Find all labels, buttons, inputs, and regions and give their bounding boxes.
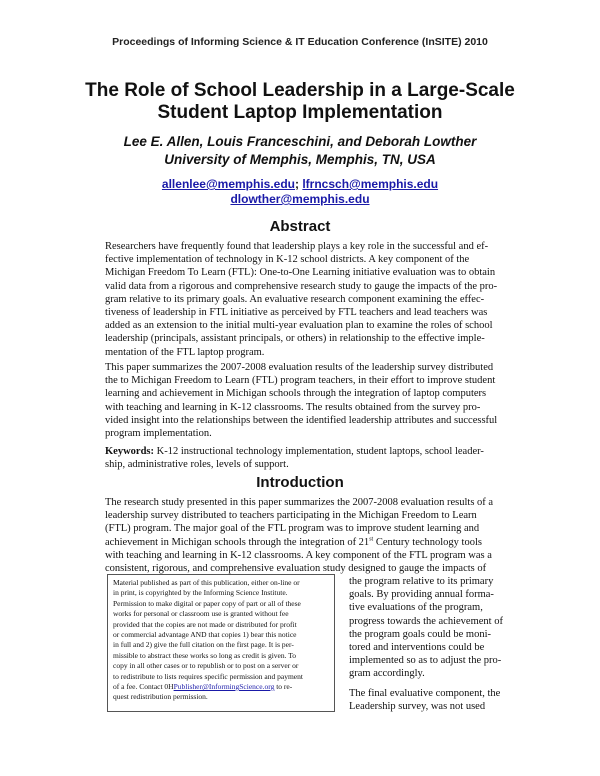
text-line: with teaching and learning in K-12 classrooms. The results obtained from the survey pro- [105, 401, 481, 413]
email-separator: ; [295, 177, 299, 191]
affiliation: University of Memphis, Memphis, TN, USA [164, 152, 436, 167]
text-line: to re- [274, 682, 293, 692]
text-line: to redistribute to lists requires specific permission and payment [113, 671, 303, 681]
text-line: learning and achievement in Michigan schools through the integration of laptop computers [105, 388, 487, 400]
title-line: The Role of School Leadership in a Large-Scale [85, 80, 515, 101]
text-line: The final evaluative component, the [349, 688, 501, 699]
text-line: implemented so as to adjust the pro- [349, 655, 502, 667]
text-line: tive evaluations of the program, [349, 602, 483, 614]
text-line: consistent, rigorous, and comprehensive evaluation study designed to gauge the impacts of [105, 563, 487, 575]
text-line: or commercial advantage AND that copies 1) bear this notice [113, 630, 297, 640]
text-line: progress towards the achievement of [349, 615, 503, 627]
text-line: gram relative to its primary goals. An evaluative research component examining the effec- [105, 293, 485, 305]
text-line: vided insight into the relationships between the identified leadership attributes and successful [105, 414, 498, 426]
text-line: valid data from a rigorous and comprehensive research study to gauge the impacts of the pro- [105, 280, 498, 292]
text-line: fective implementation of technology in K-12 school districts. A key component of the [105, 254, 470, 266]
text-line: added as an extension to the initial multi-year evaluation plan to examine the roles of school [105, 320, 493, 332]
text-line: gram accordingly. [349, 668, 425, 680]
title-line: Student Laptop Implementation [157, 102, 443, 123]
text-line: program implementation. [105, 428, 212, 440]
text-line: Century technology tools [373, 536, 482, 548]
abstract-heading: Abstract [269, 218, 331, 235]
right-column-text [349, 575, 501, 681]
text-line: the program goals could be moni- [349, 628, 492, 640]
email-block [0, 177, 600, 207]
superscript: st [369, 536, 374, 543]
text-line: Michigan Freedom To Learn (FTL): One-to-One Learning initiative evaluation was to obtain [105, 267, 496, 279]
text-line: copy in all other cases or to republish or to post on a server or [113, 661, 299, 671]
text-line: tiveness of leadership in FTL initiative as perceived by FTL teachers and lead teachers was [105, 307, 488, 319]
text-line: leadership (principals, assistant principals, or others) in relationship to the effective imple- [105, 333, 485, 345]
text-line: provided that the copies are not made or distributed for profit [113, 619, 297, 629]
running-header: Proceedings of Informing Science & IT Education Conference (InSITE) 2010 [112, 36, 488, 48]
text-line: the program relative to its primary [349, 576, 494, 587]
keywords [105, 445, 500, 471]
text-line: Leadership survey, was not used [349, 701, 486, 713]
right-column-text-2 [349, 687, 501, 713]
text-line: works for personal or classroom use is granted without fee [113, 609, 289, 619]
text-line: missible to abstract these works so long as credit is given. To [113, 650, 297, 660]
author-block [0, 133, 600, 169]
text-line: goals. By providing annual forma- [349, 589, 494, 601]
text-line: in print, is copyrighted by the Informing Science Institute. [113, 588, 288, 598]
text-line: The research study presented in this paper summarizes the 2007-2008 evaluation results of a [105, 497, 494, 508]
abstract-paragraph-2 [105, 361, 500, 440]
authors: Lee E. Allen, Louis Franceschini, and Deborah Lowther [123, 134, 477, 149]
email-link-lowther[interactable]: dlowther@memphis.edu [230, 192, 370, 206]
keywords-text: K-12 instructional technology implementation, student laptops, school leader- [156, 446, 484, 457]
text-line: in full and 2) give the full citation on the first page. It is per- [113, 640, 294, 650]
text-line: This paper summarizes the 2007-2008 evaluation results of the leadership survey distributed [105, 362, 494, 373]
abstract-paragraph-1 [105, 240, 500, 359]
introduction-heading: Introduction [256, 474, 344, 491]
text-line: leadership survey distributed to teachers participating in the Michigan Freedom to Learn [105, 510, 477, 522]
email-link-allen[interactable]: allenlee@memphis.edu [161, 177, 295, 191]
text-line: quest redistribution permission. [113, 692, 208, 702]
text-line: with teaching and learning in K-12 classrooms. A key component of the FTL program was a [105, 549, 492, 561]
text-line: Permission to make digital or paper copy of part or all of these [113, 598, 301, 608]
paper-title [0, 80, 600, 124]
text-line: (FTL) program. The major goal of the FTL program was to improve student learning and [105, 523, 480, 535]
text-line: the to Michigan Freedom to Learn (FTL) program teachers, in their effort to improve student [105, 375, 496, 387]
text-line: mentation of the FTL laptop program. [105, 346, 265, 358]
text-line: achievement in Michigan schools through the integration of 21 [105, 536, 370, 548]
introduction-paragraph [105, 496, 500, 575]
keywords-text: ship, administrative roles, levels of support. [105, 459, 289, 471]
email-link-franceschini[interactable]: lfrncsch@memphis.edu [302, 177, 439, 191]
text-line: of a fee. Contact 0H [113, 682, 174, 692]
text-line: Material published as part of this publication, either on-line or [113, 578, 300, 587]
text-line: Researchers have frequently found that leadership plays a key role in the successful and ef- [105, 241, 489, 252]
copyright-notice [107, 574, 335, 712]
publisher-email-link[interactable]: Publisher@InformingScience.org [173, 682, 275, 692]
keywords-label: Keywords: [105, 446, 154, 457]
text-line: tored and interventions could be [349, 642, 485, 654]
